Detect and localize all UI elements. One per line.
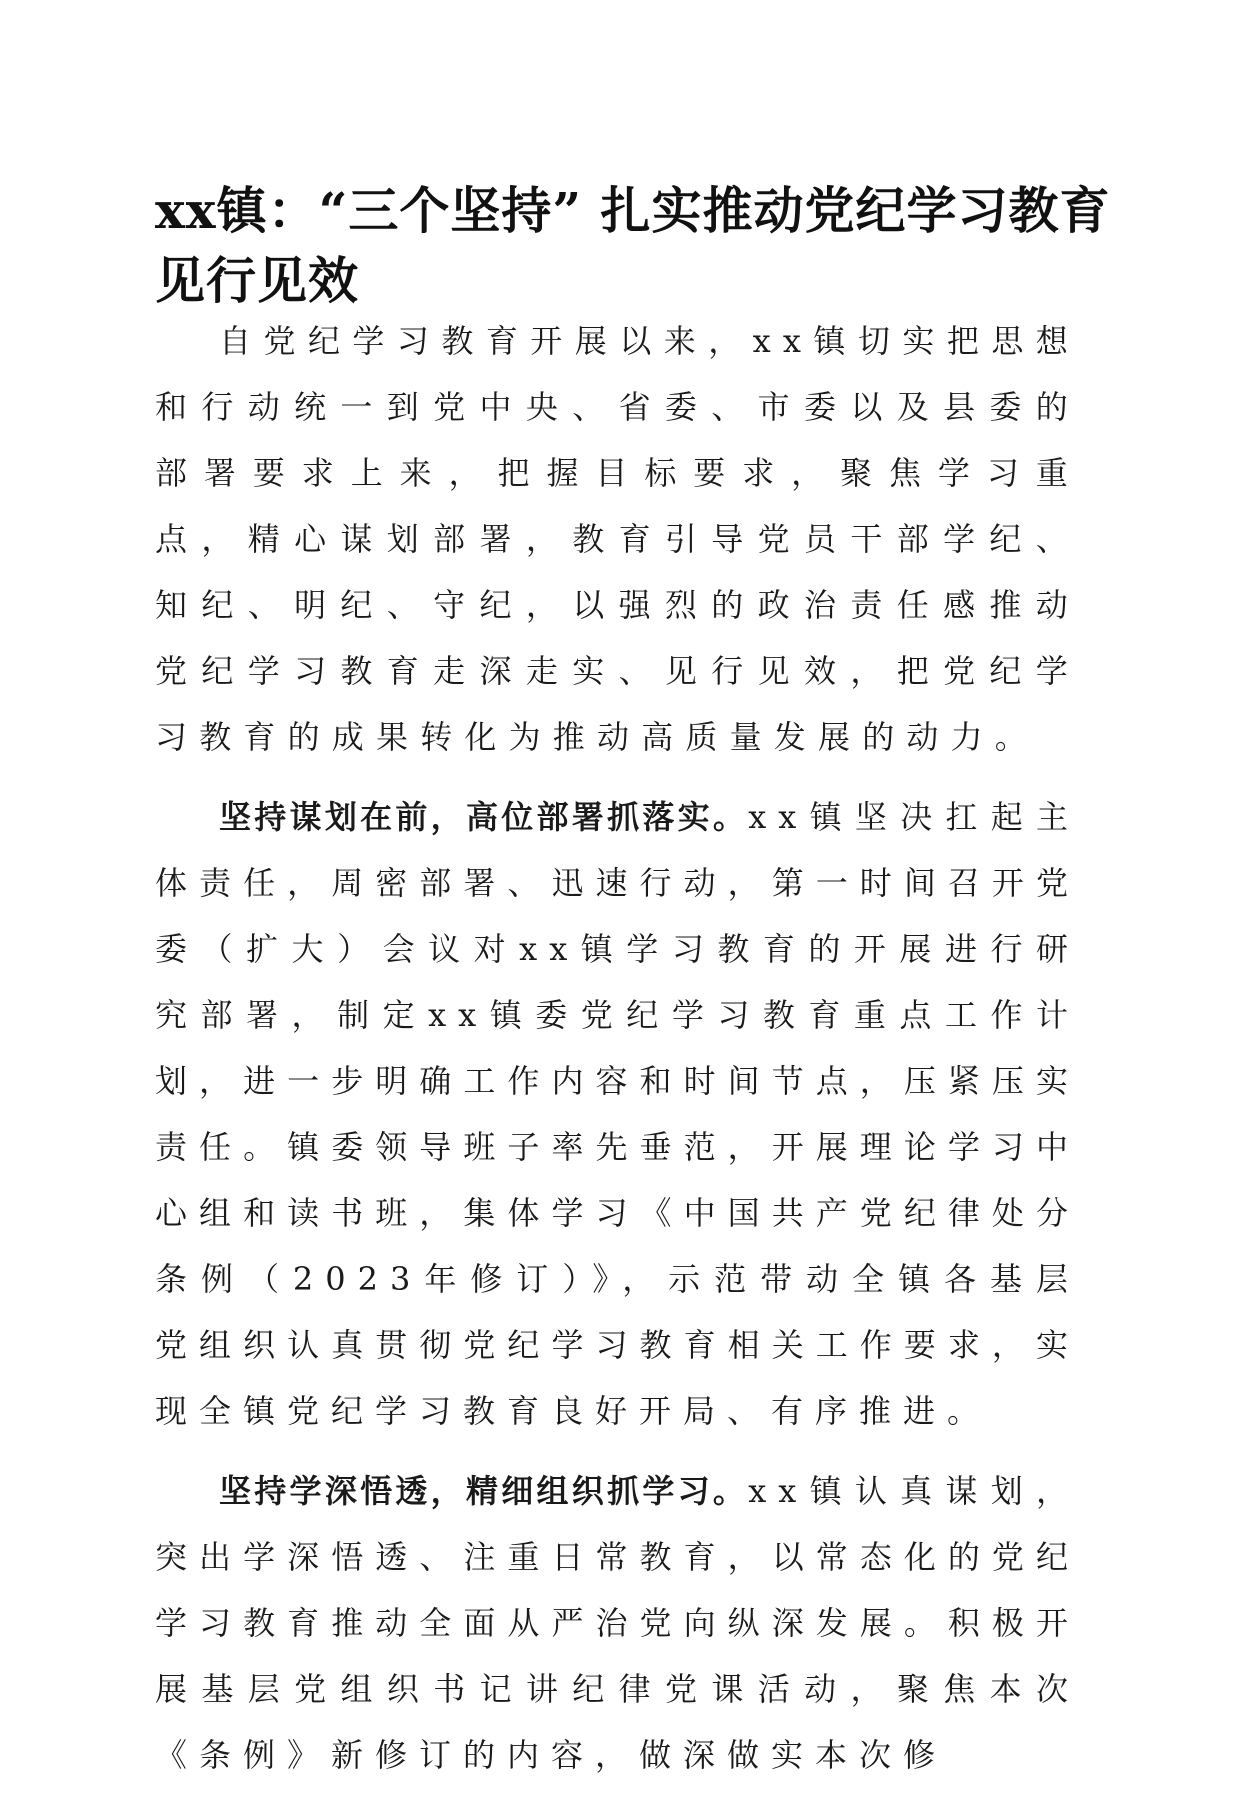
paragraph-study-text: xx镇认真谋划，突出学深悟透、注重日常教育，以常态化的党纪学习教育推动全面从严治党向纵深发展。积极开展基层党组织书记讲纪律党课活动，聚焦本次《条例》新修订的内容，做深做实本次修 xyxy=(155,1472,1080,1774)
title-line-2: 见行见效 xyxy=(155,251,359,310)
paragraph-intro-text: 自党纪学习教育开展以来，xx镇切实把思想和行动统一到党中央、省委、市委以及县委的部署要求上来，把握目标要求，聚焦学习重点，精心谋划部署，教育引导党员干部学纪、知纪、明纪、守纪，以强烈的政治责任感推动党纪学习教育走深走实、见行见效，把党纪学习教育的成果转化为推动高质量发展的动力。 xyxy=(155,322,1080,756)
title-line-1: xx镇：“三个坚持” 扎实推动党纪学习教育 xyxy=(155,181,1111,240)
paragraph-study-heading: 坚持学深悟透，精细组织抓学习。 xyxy=(219,1472,749,1510)
paragraph-study xyxy=(155,1458,1080,1788)
paragraph-planning xyxy=(155,784,1080,1444)
document-body xyxy=(155,308,1080,1802)
paragraph-intro xyxy=(155,308,1080,770)
document-title xyxy=(155,176,1111,316)
paragraph-planning-text: xx镇坚决扛起主体责任，周密部署、迅速行动，第一时间召开党委（扩大）会议对xx镇学习教育的开展进行研究部署，制定xx镇委党纪学习教育重点工作计划，进一步明确工作内容和时间节点，压紧压实责任。镇委领导班子率先垂范，开展理论学习中心组和读书班，集体学习《中国共产党纪律处分条例（2023年修订）》，示范带动全镇各基层党组织认真贯彻党纪学习教育相关工作要求，实现全镇党纪学习教育良好开局、有序推进。 xyxy=(155,798,1080,1430)
paragraph-planning-heading: 坚持谋划在前，高位部署抓落实。 xyxy=(219,798,749,836)
